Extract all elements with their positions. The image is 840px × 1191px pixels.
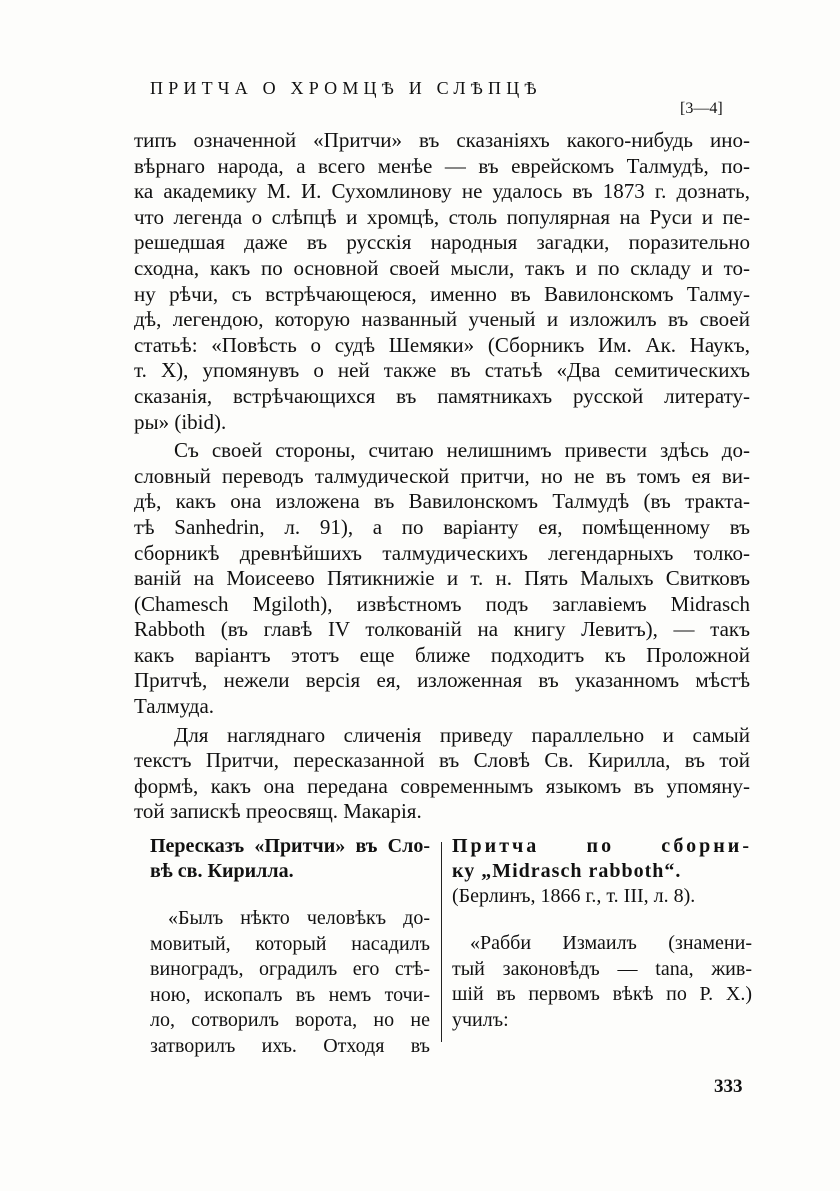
- title-line: Притча по сборни-: [452, 835, 752, 857]
- main-text: [134, 128, 750, 825]
- title-line: Пересказъ «Притчи» въ Сло-: [150, 835, 430, 857]
- text-line: сказанія, встрѣчающихся въ памятникахъ русской литерату-: [134, 383, 750, 408]
- left-column-text: [150, 906, 430, 1059]
- text-line: словный переводъ талмудической притчи, но не въ томъ ея ви-: [134, 463, 750, 488]
- text-line: Притчѣ, нежели версія ея, изложенная въ указанномъ мѣстѣ: [134, 668, 750, 693]
- text-line: затворилъ ихъ. Отходя въ: [150, 1034, 430, 1057]
- text-line: тѣ Sanhedrin, л. 91), а по варіанту ея, помѣщенному въ: [134, 514, 750, 539]
- text-line: какъ варіантъ этотъ еще ближе подходитъ къ Проложной: [134, 642, 750, 667]
- title-line: ку „Midrasch rabboth“.: [452, 860, 682, 882]
- paragraph-2: [134, 438, 750, 720]
- text-line: (Chamesch Mgiloth), извѣстномъ подъ заглавіемъ Midrasch: [134, 591, 750, 616]
- title-line: вѣ св. Кирилла.: [150, 860, 294, 882]
- text-line: тый законовѣдъ — tana, жив-: [452, 957, 752, 980]
- text-line: ну рѣчи, съ встрѣчающеюся, именно въ Вавилонскомъ Талму-: [134, 281, 750, 306]
- right-column: [452, 834, 752, 1033]
- text-line: «Рабби Измаилъ (знамени-: [470, 932, 752, 954]
- text-line: ка академику М. И. Сухомлинову не удалось въ 1873 г. дознать,: [134, 179, 750, 204]
- text-line: «Былъ нѣкто человѣкъ до-: [168, 907, 430, 929]
- text-line: виноградъ, оградилъ его стѣ-: [150, 958, 430, 980]
- text-line: дѣ, легендою, которую названный ученый и изложилъ въ своей: [134, 307, 750, 332]
- paragraph-1: [134, 128, 750, 435]
- right-column-text: [452, 931, 752, 1033]
- text-line: ры» (ibid).: [134, 409, 227, 434]
- text-line: той запискѣ преосвящ. Макарія.: [134, 799, 422, 824]
- text-line: что легенда о слѣпцѣ и хромцѣ, столь популярная на Руси и пе-: [134, 204, 750, 229]
- text-line: сборникѣ древнѣйшихъ талмудическихъ легендарныхъ толко-: [134, 540, 750, 565]
- text-line: шій въ первомъ вѣкѣ по Р. X.): [452, 983, 752, 1005]
- running-head: ПРИТЧА О ХРОМЦѢ И СЛѢПЦѢ: [150, 78, 542, 98]
- text-line: Для нагляднаго сличенія приведу параллельно и самый: [174, 722, 750, 747]
- left-column: [150, 834, 430, 1059]
- right-column-subtitle: (Берлинъ, 1866 г., т. III, л. 8).: [452, 885, 696, 907]
- text-line: решедшая даже въ русскія народныя загадки, поразительно: [134, 230, 750, 255]
- text-line: Талмуда.: [134, 694, 215, 719]
- text-line: дѣ, какъ она изложена въ Вавилонскомъ Талмудѣ (въ тракта-: [134, 489, 750, 514]
- text-line: Съ своей стороны, считаю нелишнимъ привести здѣсь до-: [174, 438, 750, 463]
- text-line: училъ:: [452, 1008, 509, 1031]
- text-line: ваній на Моисеево Пятикнижіе и т. н. Пять Малыхъ Свитковъ: [134, 566, 750, 591]
- text-line: статьѣ: «Повѣсть о судѣ Шемяки» (Сборникъ Им. Ак. Наукъ,: [134, 332, 750, 357]
- text-line: вѣрнаго народа, а всего менѣе — въ еврейскомъ Талмудѣ, по-: [134, 153, 750, 178]
- text-line: т. X), упомянувъ о ней также въ статьѣ «Два семитическихъ: [134, 358, 750, 383]
- text-line: Rabboth (въ главѣ IV толкованій на книгу Левитъ), — такъ: [134, 617, 750, 642]
- column-divider: [441, 842, 442, 1042]
- text-line: сходна, какъ по основной своей мысли, такъ и по складу и то-: [134, 255, 750, 280]
- page-number: 333: [714, 1076, 743, 1097]
- text-line: формѣ, какъ она передана современнымъ языкомъ въ упомяну-: [134, 773, 750, 798]
- text-line: ною, ископалъ въ немъ точи-: [150, 983, 430, 1006]
- text-line: ло, сотворилъ ворота, но не: [150, 1009, 430, 1031]
- text-line: типъ означенной «Притчи» въ сказаніяхъ какого-нибудь ино-: [134, 128, 750, 152]
- right-column-title: [452, 834, 752, 884]
- text-line: мовитый, который насадилъ: [150, 932, 430, 955]
- left-column-title: [150, 834, 430, 884]
- section-reference: [3—4]: [680, 100, 723, 117]
- paragraph-3: [134, 723, 750, 825]
- text-line: текстъ Притчи, пересказанной въ Словѣ Св. Кирилла, въ той: [134, 748, 750, 773]
